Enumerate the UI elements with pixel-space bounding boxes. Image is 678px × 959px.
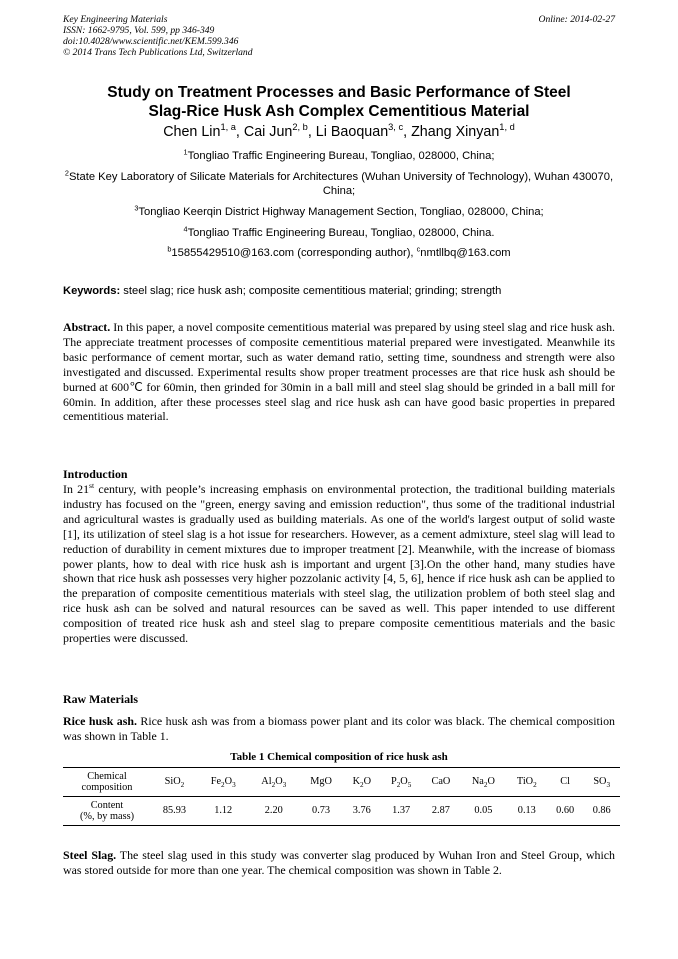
- table-header-row: [63, 768, 620, 797]
- table-cell: 85.93: [151, 797, 198, 826]
- affiliation-list: [63, 149, 615, 267]
- column-header: [460, 768, 507, 797]
- row-label: [63, 797, 151, 826]
- formula-sub: 2: [483, 781, 488, 790]
- rha-label: Rice husk ash.: [63, 714, 137, 728]
- column-header: [381, 768, 422, 797]
- affiliation-text: Tongliao Traffic Engineering Bureau, Tongliao, 028000, China;: [187, 150, 495, 162]
- composition-table: [63, 767, 620, 826]
- table-cell: 1.12: [198, 797, 249, 826]
- formula-sub: 2: [221, 781, 225, 790]
- rha-text: Rice husk ash was from a biomass power plant and its color was black. The chemical composition was shown in Table 1.: [63, 714, 615, 743]
- formula-sub: 2: [360, 781, 364, 790]
- section-heading-raw-materials: Raw Materials: [63, 692, 138, 706]
- email-line: [63, 246, 615, 261]
- journal-header: [63, 14, 615, 58]
- affiliation-sup: 1: [183, 147, 188, 157]
- intro-sup: st: [89, 481, 95, 491]
- column-header: [343, 768, 380, 797]
- formula: SO: [593, 776, 607, 788]
- row-label-line: Chemical: [87, 770, 127, 782]
- author-name: Cai Jun: [243, 124, 293, 140]
- author-sep: ,: [307, 124, 316, 140]
- column-header: [547, 768, 584, 797]
- keywords: [63, 284, 623, 298]
- formula-sub: 2: [396, 781, 401, 790]
- affiliation-sup: 3: [134, 203, 139, 213]
- formula: O: [224, 776, 233, 788]
- formula: O: [400, 776, 408, 788]
- formula: SiO: [164, 776, 181, 788]
- formula: MgO: [310, 776, 332, 788]
- column-header: [507, 768, 547, 797]
- formula: CaO: [431, 776, 451, 788]
- formula: K: [352, 776, 360, 788]
- intro-body: century, with people’s increasing emphasis on environmental protection, the traditional building materials industry has focused on the "green, energy saving and emission reduction", thus some of the traditional industrial and agricultural wastes is gradually used as building materials. As one of the world's largest output of solid waste [1], its utilization of steel slag is a hot issue for researchers. However, as a cement admixture, steel slag will lead to reduction of durability in cement mixtures due to improper treatment [2]. Meanwhile, with the increase of biomass power plants, how to deal with rice husk ash is important and urgent [3].On the other hand, many studies have shown that rice husk ash possesses very higher pozzolanic activity [4, 5, 6], hence if rice husk ash can be applied to the preparation of composite cementitious materials with steel slag, the utilization problem of both steel slag and rice husk ash can be solved and natural resources can be saved as well. This paper intended to use different composition of treated rice husk ash and steel slag to prepare composite cementitious materials and the basic properties were discussed.: [63, 482, 615, 646]
- email-c: nmtllbq@163.com: [420, 247, 511, 260]
- online-date: Online: 2014-02-27: [538, 14, 615, 25]
- formula: TiO: [516, 776, 534, 788]
- table-cell: 0.86: [583, 797, 620, 826]
- abstract-label: Abstract.: [63, 320, 111, 334]
- table-cell: 0.73: [299, 797, 343, 826]
- abstract-text: In this paper, a novel composite cementitious material was prepared by using steel slag and rice husk ash. The appreciate treatment processes of composite cementitious material prepared were investigated. Meanwhile its basic performance of cement mortar, such as water demand ratio, setting time, soundness and strength were also investigated and discussed. Experimental results show proper treatment processes are that rice husk ash should be burned at 600℃ for 60min, then grinded for 30min in a ball mill and steel slag should be grinded in a ball mill for 60min. In addition, after these processes steel slag and rice husk ash can have good basic properties in prepared cementitious material.: [63, 320, 615, 424]
- affiliation-text: Tongliao Traffic Engineering Bureau, Tongliao, 028000, China.: [187, 226, 495, 239]
- formula-sub: 2: [271, 781, 276, 790]
- table-value-row: [63, 797, 620, 826]
- formula-sub: 3: [232, 781, 236, 790]
- formula-sub: 2: [533, 781, 537, 790]
- introduction-text: [63, 482, 615, 646]
- affiliation: [63, 167, 615, 199]
- author-sup: 1, a: [220, 122, 236, 133]
- paper-title: [40, 83, 638, 121]
- table-cell: 0.05: [460, 797, 507, 826]
- author-sep: ,: [403, 124, 412, 140]
- intro-pre: In 21: [63, 482, 90, 496]
- steel-text: The steel slag used in this study was converter slag produced by Wuhan Iron and Steel Group, which was stored outside for more than one year. The chemical composition was shown in Table 2.: [63, 848, 616, 877]
- affiliation: [63, 149, 615, 164]
- email-sup: c: [416, 244, 421, 254]
- column-header: [299, 768, 343, 797]
- table-caption: Table 1 Chemical composition of rice husk ash: [230, 751, 448, 763]
- formula-sub: 3: [606, 781, 611, 790]
- keywords-label: Keywords:: [63, 285, 121, 297]
- affiliation-text: Tongliao Keerqin District Highway Management Section, Tongliao, 028000, China;: [138, 205, 544, 218]
- formula: Cl: [560, 776, 571, 788]
- formula: Na: [471, 776, 484, 788]
- formula-sub: 3: [282, 781, 287, 790]
- column-header: [583, 768, 620, 797]
- table-cell: 3.76: [343, 797, 380, 826]
- formula: O: [363, 776, 372, 788]
- row-label-line: Content: [90, 799, 124, 811]
- formula: P: [390, 776, 397, 788]
- formula: Fe: [210, 776, 222, 788]
- steel-slag-paragraph: [63, 848, 615, 878]
- formula-sub: 5: [407, 781, 412, 790]
- title-line-1: Study on Treatment Processes and Basic Performance of Steel: [107, 84, 571, 101]
- column-header: [422, 768, 460, 797]
- affiliation: [63, 223, 615, 241]
- author-list: [40, 124, 638, 141]
- abstract: [63, 320, 615, 424]
- email-sup: b: [167, 244, 172, 254]
- column-header: [248, 768, 299, 797]
- column-header: [151, 768, 198, 797]
- table-cell: 2.20: [248, 797, 299, 826]
- title-line-2: Slag-Rice Husk Ash Complex Cementitious Material: [148, 103, 530, 120]
- email-b: 15855429510@163.com (corresponding author),: [171, 247, 417, 260]
- author-name: Chen Lin: [163, 124, 221, 140]
- row-label-line: composition: [81, 782, 133, 793]
- table-cell: 0.60: [547, 797, 584, 826]
- formula: O: [275, 776, 283, 788]
- author-sep: ,: [235, 124, 244, 140]
- section-heading-introduction: Introduction: [63, 467, 128, 481]
- row-label: [63, 768, 151, 797]
- column-header: [198, 768, 249, 797]
- author-name: Zhang Xinyan: [411, 124, 500, 140]
- formula: Al: [261, 776, 272, 788]
- steel-label: Steel Slag.: [63, 848, 117, 862]
- author-name: Li Baoquan: [315, 124, 389, 140]
- author-sup: 1, d: [499, 122, 515, 133]
- affiliation-sup: 2: [64, 167, 69, 177]
- doi-line: doi:10.4028/www.scientific.net/KEM.599.346: [63, 36, 239, 47]
- table-cell: 2.87: [422, 797, 460, 826]
- formula: O: [487, 776, 495, 788]
- author-sup: 3, c: [388, 122, 404, 133]
- row-label-line: (%, by mass): [79, 811, 135, 822]
- issn-line: ISSN: 1662-9795, Vol. 599, pp 346-349: [63, 25, 215, 36]
- rice-husk-ash-paragraph: [63, 714, 615, 744]
- formula-sub: 2: [180, 781, 185, 790]
- table-cell: 1.37: [381, 797, 422, 826]
- affiliation-text: State Key Laboratory of Silicate Materials for Architectures (Wuhan University of Technology), Wuhan 430070, China;: [68, 170, 614, 198]
- keywords-text: steel slag; rice husk ash; composite cementitious material; grinding; strength: [120, 285, 502, 297]
- author-sup: 2, b: [292, 122, 308, 133]
- table-cell: 0.13: [507, 797, 547, 826]
- affiliation-sup: 4: [183, 223, 188, 233]
- journal-name: Key Engineering Materials: [63, 14, 168, 25]
- copyright-line: © 2014 Trans Tech Publications Ltd, Switzerland: [63, 47, 253, 58]
- affiliation: [63, 205, 615, 220]
